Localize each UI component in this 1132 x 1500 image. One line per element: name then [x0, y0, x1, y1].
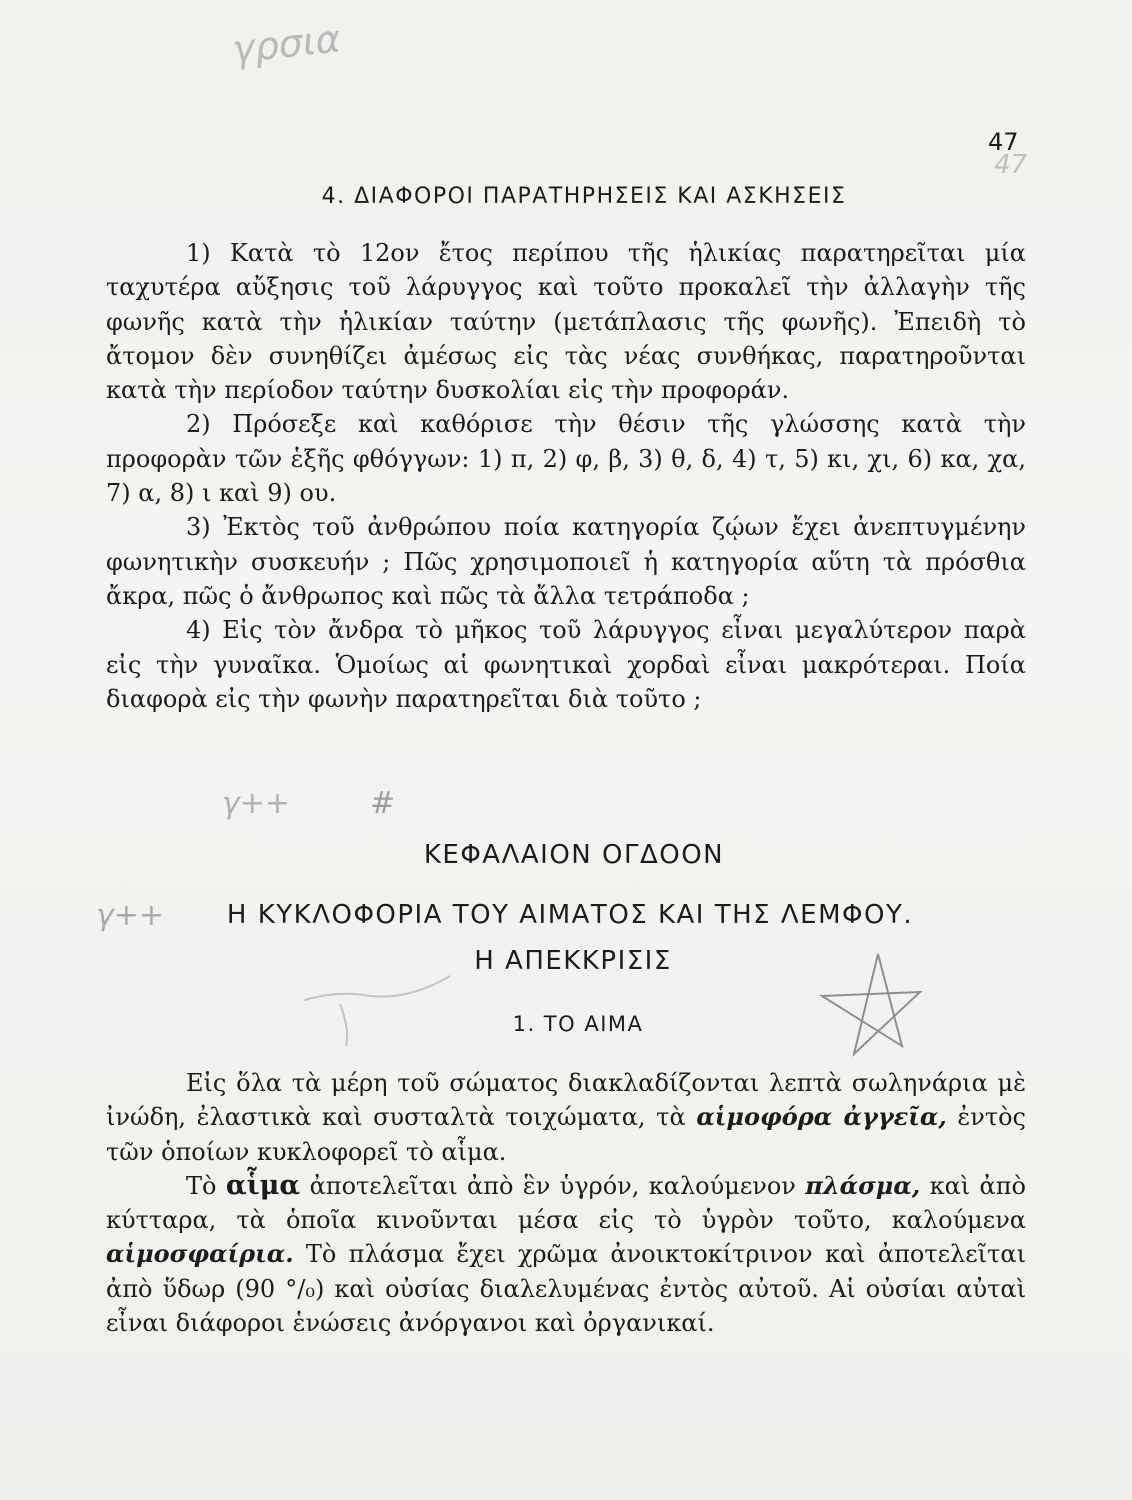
exercise-2: 2) Πρόσεξε καὶ καθόρισε τὴν θέσιν τῆς γλώσσης κατὰ τὴν προφορὰν τῶν ἑξῆς φθόγγων: 1) π, 2) φ, β, 3) θ, δ, 4) τ, 5) κι, χι, 6) κα, χα, 7) α, 8) ι καὶ 9) ου. — [106, 410, 1026, 508]
emphasis-term: πλάσμα, — [805, 1170, 921, 1200]
chapter-title-line-1: Η ΚΥΚΛΟΦΟΡΙΑ ΤΟΥ ΑΙΜΑΤΟΣ ΚΑΙ ΤΗΣ ΛΕΜΦΟΥ. — [226, 900, 914, 930]
pencil-mark-b: # — [370, 786, 396, 821]
blood-text — [106, 1066, 1026, 1340]
blood-paragraph-2 — [106, 1169, 1026, 1340]
page-number: 47 — [988, 128, 1019, 156]
text-run: ἀποτελεῖται ἀπὸ ἓν ὑγρόν, καλούμενον — [300, 1171, 806, 1200]
exercises-list — [106, 236, 1026, 716]
exercise-1: 1) Κατὰ τὸ 12ον ἔτος περίπου τῆς ἡλικίας παρατηρεῖται μία ταχυτέρα αὔξησις τοῦ λάρυγγος καὶ τοῦτο προκαλεῖ τὴν ἀλλαγὴν τῆς φωνῆς κατὰ τὴν ἡλικίαν ταύτην (μετάπλασις τῆς φωνῆς). Ἐπειδὴ τὸ ἄτομον δὲν συνηθίζει ἀμέσως εἰς τὰς νέας συνθήκας, παρατηροῦνται κατὰ τὴν περίοδον ταύτην δυσκολίαι εἰς τὴν προφοράν. — [106, 239, 1026, 405]
section-heading: 4. ΔΙΑΦΟΡΟΙ ΠΑΡΑΤΗΡΗΣΕΙΣ ΚΑΙ ΑΣΚΗΣΕΙΣ — [321, 184, 847, 209]
exercise-3: 3) Ἐκτὸς τοῦ ἀνθρώπου ποία κατηγορία ζῴων ἔχει ἀνεπτυγμένην φωνητικὴν συσκευήν ; Πῶς χρησιμοποιεῖ ἡ κατηγορία αὕτη τὰ πρόσθια ἄκρα, πῶς ὁ ἄνθρωπος καὶ πῶς τὰ ἄλλα τετράποδα ; — [106, 513, 1026, 610]
pencil-mark-a: γ++ — [222, 786, 291, 821]
emphasis-term: αἷμα — [225, 1169, 301, 1201]
handwritten-page-number: 47 — [994, 150, 1028, 180]
chapter-number: ΚΕΦΑΛΑΙΟΝ ΟΓΔΟΟΝ — [423, 840, 725, 870]
pencil-mark-c: γ++ — [96, 898, 165, 933]
pencil-star-icon — [816, 950, 926, 1060]
emphasis-term: αἱμοφόρα ἀγγεῖα, — [696, 1102, 947, 1132]
blood-paragraph-1 — [106, 1066, 1026, 1169]
text-run: Εἰς ὅλα τὰ μέρη τοῦ σώματος διακλαδίζονται λεπτὰ σωληνάρια μὲ ἰνώδη, ἐλαστικὰ καὶ συσταλτὰ τοιχώματα, τὰ — [106, 1069, 1026, 1132]
subsection-heading: 1. ΤΟ ΑΙΜΑ — [512, 1012, 644, 1036]
chapter-title-line-2: Η ΑΠΕΚΚΡΙΣΙΣ — [474, 946, 672, 976]
pencil-scribble-icon — [300, 970, 460, 1050]
text-run: ἐντὸς τῶν ὁποίων κυκλοφορεῖ τὸ αἷμα. — [106, 1103, 1026, 1166]
text-run: Τὸ — [186, 1171, 226, 1200]
text-run: καὶ ἀπὸ κύτταρα, τὰ ὁποῖα κινοῦνται μέσα εἰς τὸ ὑγρὸν τοῦτο, καλούμενα — [106, 1171, 1026, 1235]
handwritten-note-top: γρσια — [229, 16, 343, 72]
exercise-4: 4) Εἰς τὸν ἄνδρα τὸ μῆκος τοῦ λάρυγγος εἶναι μεγαλύτερον παρὰ εἰς τὴν γυναῖκα. Ὁμοίως αἱ φωνητικαὶ χορδαὶ εἶναι μακρότεραι. Ποία διαφορὰ εἰς τὴν φωνὴν παρατηρεῖται διὰ τοῦτο ; — [106, 616, 1026, 713]
emphasis-term: αἱμοσφαίρια. — [106, 1239, 294, 1269]
text-run: Τὸ πλάσμα ἔχει χρῶμα ἀνοικτοκίτρινον καὶ ἀποτελεῖται ἀπὸ ὕδωρ (90 °/₀) καὶ οὐσίας διαλελυμένας ἐντὸς αὐτοῦ. Αἱ οὐσίαι αὐταὶ εἶναι διάφοροι ἑνώσεις ἀνόργανοι καὶ ὀργανικαί. — [106, 1240, 1026, 1338]
